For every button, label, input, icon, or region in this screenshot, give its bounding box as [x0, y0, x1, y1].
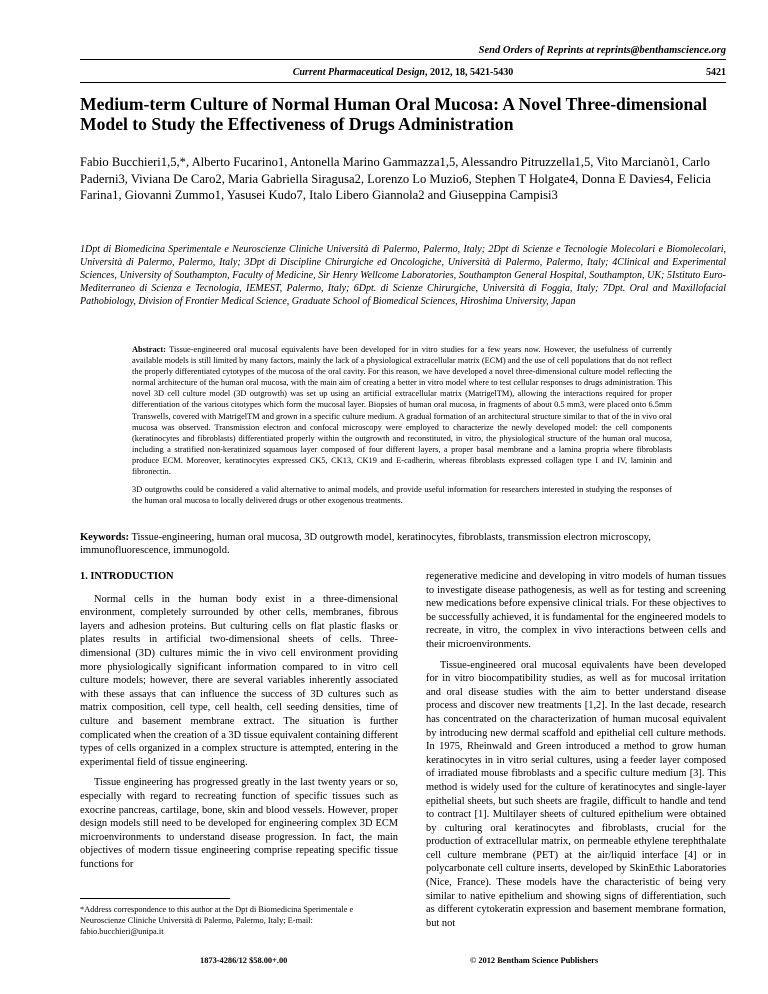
section-heading: 1. INTRODUCTION	[80, 571, 174, 582]
paragraph: Tissue engineering has progressed greatly in the last twenty years or so, especially with regard to recreating function of specific tissues such as exocrine pancreas, cartilage, bone, skin and blood vessels. However, proper design models still need to be developed for engineering complex 3D ECM microenvironments to understand disease progression. In fact, the main objectives of modern tissue engineering comprise repeating specific tissue functions for	[80, 777, 398, 870]
abstract-paragraph-2: 3D outgrowths could be considered a valid alternative to animal models, and provide useful information for researchers interested in studying the responses of the human oral mucosa to locally delivered drugs or other exogenous treatments.	[132, 485, 672, 506]
abstract-paragraph-1: Tissue-engineered oral mucosal equivalents have been developed for in vitro studies for a few years now. However, the usefulness of currently available models is still limited by many factors, mainly the lack of a physiological extracellular matrix (ECM) and the use of cell populations that do not reflect the properly differentiated cytotypes of the mucosa of the oral cavity. For this reason, we have developed a novel three-dimensional culture model reflecting the normal architecture of the human oral mucosa, with the main aim of creating a better in vitro model where to test cellular responses to drugs administration. This novel 3D cell culture model (3D outgrowth) was set up using an artificial extracellular matrix (MatrigelTM), allowing the interactions required for proper differentiation of the various citotypes which form the mucosal layer. Biopsies of human oral mucosa, in fragments of about 0.5 mm3, were placed onto 6.5mm Transwells, covered with MatrigelTM and grown in a specific culture medium. A gradual formation of an architectural structure similar to that of the in vivo oral mucosa was observed. Transmission electron and confocal microscopy were employed to characterize the newly developed model: the cell components (keratinocytes and fibroblasts) differentiated properly within the outgrowth and reconstituted, in vitro, the physiological structure of the human oral mucosa, including a stratified non-keratinized squamous layer composed of four different layers, a proper basal membrane and a lamina propria where fibroblasts produce ECM. Moreover, keratinocytes expressed CK5, CK13, CK19 and E-cadherin, whereas fibroblasts expressed collagen type I and IV, laminin and fibronectin.	[132, 345, 672, 477]
left-column	[80, 570, 398, 871]
correspondence-footnote: *Address correspondence to this author at the Dpt di Biomedicina Sperimentale e Neuroscienze Cliniche Università di Palermo, Palermo, Italy; E-mail: fabio.bucchieri@unipa.it	[80, 905, 354, 936]
abstract-label: Abstract:	[132, 345, 166, 354]
copyright: © 2012 Bentham Science Publishers	[470, 956, 599, 965]
paper-title: Medium-term Culture of Normal Human Oral Mucosa: A Novel Three-dimensional Model to Study the Effectiveness of Drugs Administration	[80, 94, 707, 134]
author-list: Fabio Bucchieri1,5,*, Alberto Fucarino1, Antonella Marino Gammazza1,5, Alessandro Pitruzzella1,5, Vito Marcianò1, Carlo Paderni3, Viviana De Caro2, Maria Gabriella Siragusa2, Lorenzo Lo Muzio6, Stephen T Holgate4, Donna E Davies4, Felicia Farina1, Giovanni Zummo1, Yasusei Kudo7, Italo Libero Giannola2 and Giuseppina Campisi3	[80, 155, 711, 202]
paragraph: regenerative medicine and developing in vitro models of human tissues to investigate disease pathogenesis, as well as for testing and screening new medications before expensive clinical trials. For these objectives to be successfully achieved, it is fundamental for the engineered models to recreate, in vitro, the complex in vivo interactions between cells and their microenvironments.	[426, 571, 726, 650]
affiliations: 1Dpt di Biomedicina Sperimentale e Neuroscienze Cliniche Università di Palermo, Palermo, Italy; 2Dpt di Scienze e Tecnologie Molecolari e Biomolecolari, Università di Palermo, Palermo, Italy; 3Dpt di Discipline Chirurgiche ed Oncologiche, Università di Palermo, Palermo, Italy; 4Clinical and Experimental Sciences, University of Southampton, Faculty of Medicine, Sir Henry Wellcome Laboratories, Southampton General Hospital, Southampton, UK; 5Istituto Euro-Mediterraneo di Scienza e Tecnologia, IEMEST, Palermo, Italy; 6Dpt. di Scienze Chirurgiche, Università di Foggia, Italy; 7Dpt. Oral and Maxillofacial Pathobiology, Division of Frontier Medical Science, Graduate School of Biomedical Sciences, Hiroshima University, Japan	[80, 244, 726, 307]
journal-citation: , 2012, 18, 5421-5430	[424, 67, 514, 78]
keywords-label: Keywords:	[80, 532, 129, 543]
issn-price: 1873-4286/12 $58.00+.00	[200, 956, 288, 965]
right-column	[426, 570, 726, 930]
header-rule	[80, 59, 726, 60]
paragraph: Tissue-engineered oral mucosal equivalents have been developed for in vitro biocompatibility studies, as well as for mucosal irritation and oral disease studies with the aim to better understand disease process and discover new treatments [1,2]. In the last decade, research has concentrated on the characterization of human mucosal equivalent by introducing new dermal scaffold and epithelial cell culture methods. In 1975, Rheinwald and Green introduced a method to grow human keratinocytes in in vitro serial cultures, using a feeder layer composed of irradiated mouse fibroblasts and a specific culture medium [3]. This method is widely used for the culture of keratinocytes and single-layer epithelial sheets, but such sheets are fragile, difficult to handle and tend to contract [1]. Multilayer sheets of cultured epithelium were obtained by culturing oral keratinocytes and fibroblasts, crucial for the production of extracellular matrix, on permeable ethylene terephthalate cell culture membrane (PET) at the air/liquid interface [4] or in polycarbonate cell culture inserts, developed by SkinEthic Laboratories (Nice, France). These models have the characteristic of being very similar to native epithelium and showing signs of differentiation, such as different cytokeratin expression and basement membrane formation, but not	[426, 659, 726, 929]
page-number: 5421	[706, 67, 726, 78]
abstract-block	[132, 344, 672, 513]
reprints-notice: Send Orders of Reprints at reprints@benthamscience.org	[478, 45, 726, 56]
paragraph: Normal cells in the human body exist in a three-dimensional environment, completely surrounded by other cells, membranes, fibrous layers and adhesion proteins. But culturing cells on flat plastic flasks or plates results in artificial two-dimensional sheets of cells. Three-dimensional (3D) cultures mimic the in vivo cell environment providing more physiologically significant information compared to in vitro cell culture models; however, there are several variables inherently associated with these assays that can influence the success of 3D cultures such as matrix composition, cell type, cell health, cell seeding densities, time of culture and basement membrane extract. The situation is further complicated when the creation of a 3D tissue equivalent containing different types of cells organized in a complex structure is attempted, entering in the experimental field of tissue engineering.	[80, 593, 398, 768]
header-rule-thin	[80, 82, 726, 83]
keywords-text: Tissue-engineering, human oral mucosa, 3D outgrowth model, keratinocytes, fibroblasts, transmission electron microscopy, immunofluorescence, immunogold.	[80, 532, 651, 556]
keywords	[80, 531, 726, 557]
footnote-rule	[80, 898, 230, 899]
journal-name: Current Pharmaceutical Design	[292, 67, 425, 78]
journal-line	[80, 67, 726, 78]
